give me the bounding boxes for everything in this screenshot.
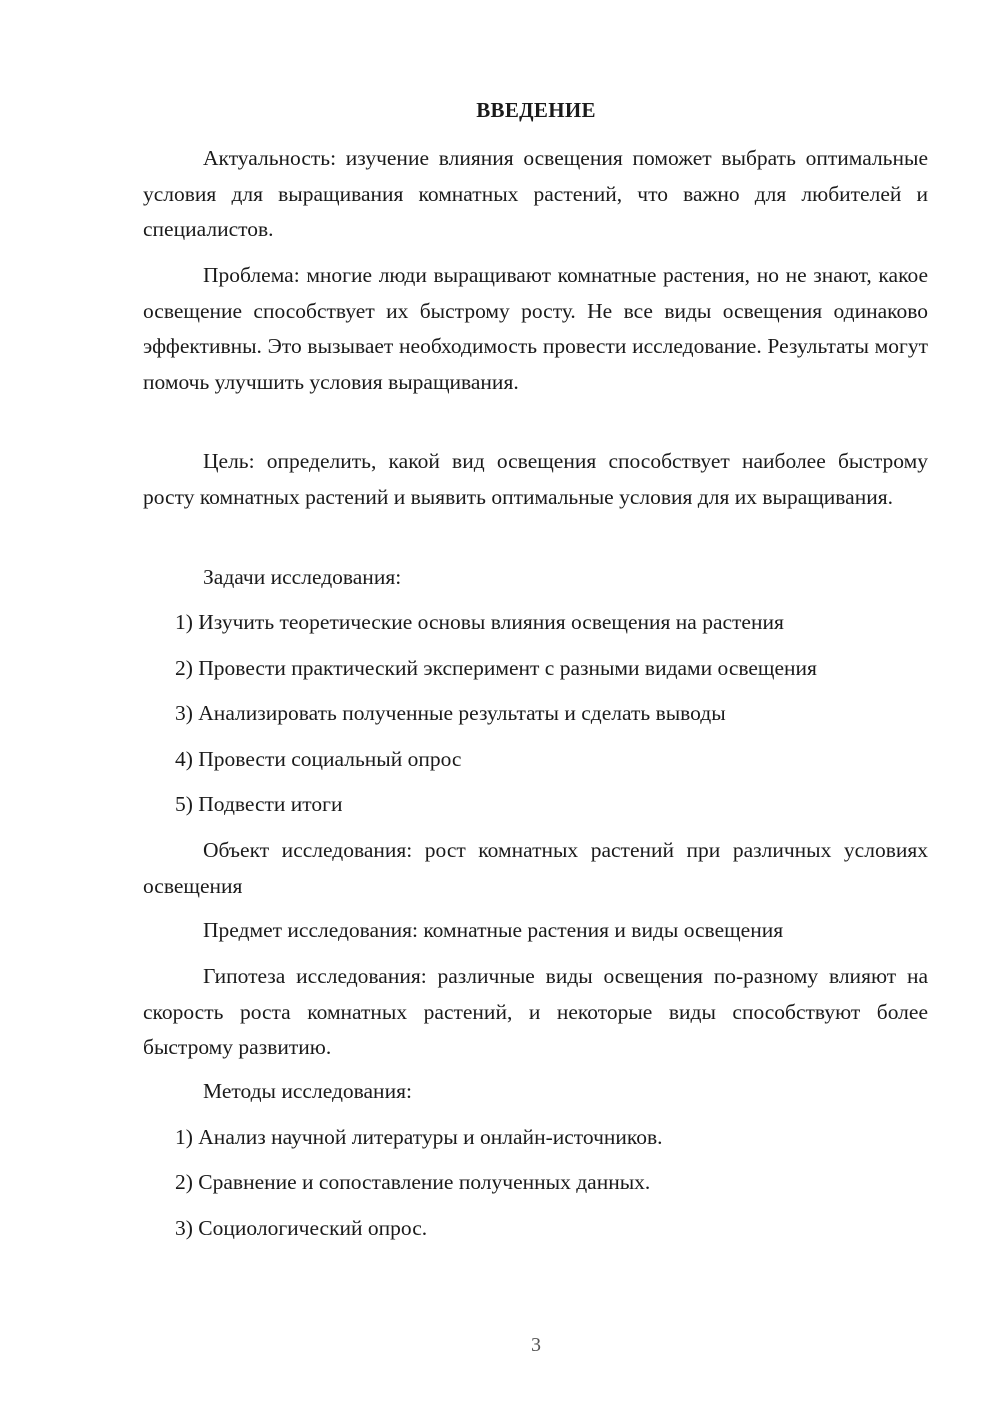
- list-item-task-2: 2) Провести практический эксперимент с разными видами освещения: [175, 656, 817, 680]
- paragraph-relevance: Актуальность: изучение влияния освещения поможет выбрать оптимальные условия для выращивания комнатных растений, что важно для любителей и специалистов.: [143, 146, 928, 241]
- list-item-task-1: 1) Изучить теоретические основы влияния освещения на растения: [175, 610, 784, 634]
- list-item-method-1: 1) Анализ научной литературы и онлайн-источников.: [175, 1125, 663, 1149]
- page-number: 3: [531, 1334, 541, 1356]
- list-item-task-4: 4) Провести социальный опрос: [175, 747, 462, 771]
- list-item-task-3: 3) Анализировать полученные результаты и сделать выводы: [175, 701, 726, 725]
- list-item-method-3: 3) Социологический опрос.: [175, 1216, 428, 1240]
- section-title: ВВЕДЕНИЕ: [476, 98, 596, 122]
- paragraph-subject: Предмет исследования: комнатные растения и виды освещения: [203, 918, 784, 942]
- paragraph-goal: Цель: определить, какой вид освещения способствует наиболее быстрому росту комнатных растений и выявить оптимальные условия для их выращивания.: [143, 449, 928, 509]
- list-item-task-5: 5) Подвести итоги: [175, 792, 343, 816]
- tasks-heading: Задачи исследования:: [203, 565, 402, 589]
- paragraph-problem: Проблема: многие люди выращивают комнатные растения, но не знают, какое освещение способствует их быстрому росту. Не все виды освещения одинаково эффективны. Это вызывает необходимость провести исследование. Результаты могут помочь улучшить условия выращивания.: [143, 263, 928, 394]
- list-item-method-2: 2) Сравнение и сопоставление полученных данных.: [175, 1170, 651, 1194]
- paragraph-object: Объект исследования: рост комнатных растений при различных условиях освещения: [143, 838, 928, 898]
- methods-heading: Методы исследования:: [203, 1079, 412, 1103]
- paragraph-hypothesis: Гипотеза исследования: различные виды освещения по-разному влияют на скорость роста комнатных растений, и некоторые виды способствуют более быстрому развитию.: [143, 964, 928, 1059]
